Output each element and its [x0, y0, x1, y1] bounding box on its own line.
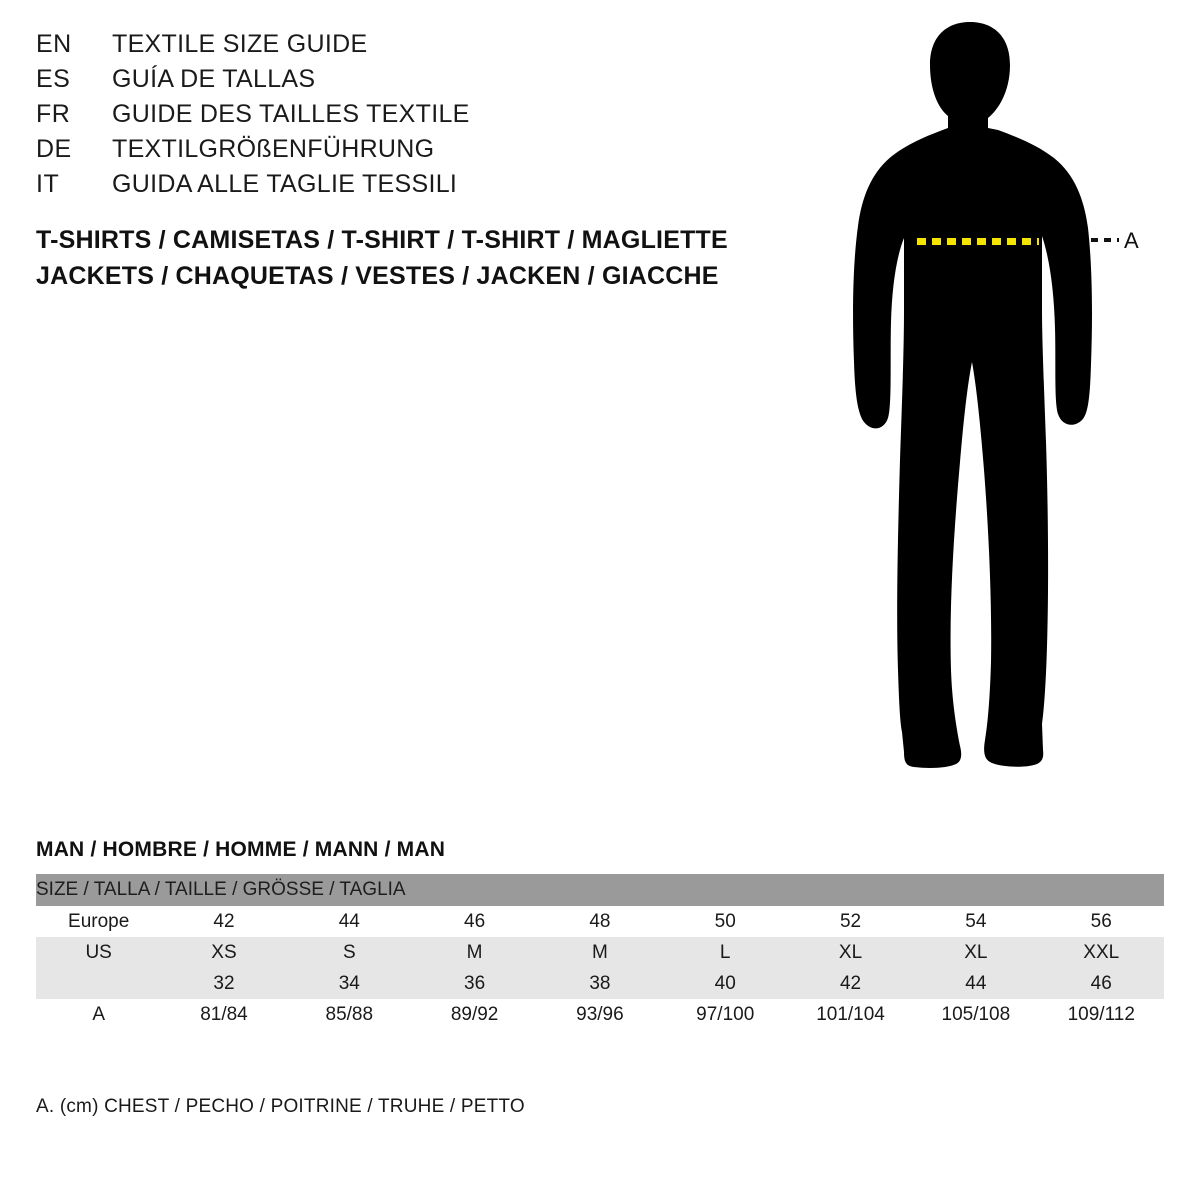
- cell: 85/88: [287, 999, 412, 1030]
- cell: M: [412, 937, 537, 968]
- cell: 101/104: [788, 999, 913, 1030]
- cell: XXL: [1039, 937, 1165, 968]
- table-row: [36, 937, 1164, 968]
- row-label: [36, 968, 161, 999]
- row-label: Europe: [36, 906, 161, 937]
- chest-measure-label: A: [1124, 228, 1139, 253]
- language-row: [36, 100, 736, 135]
- row-label: US: [36, 937, 161, 968]
- cell: 50: [663, 906, 788, 937]
- garment-line-tshirts: T-SHIRTS / CAMISETAS / T-SHIRT / T-SHIRT / MAGLIETTE: [36, 226, 728, 254]
- language-row: [36, 30, 736, 65]
- cell: 52: [788, 906, 913, 937]
- cell: 48: [537, 906, 662, 937]
- table-header-label: SIZE / TALLA / TAILLE / GRÖSSE / TAGLIA: [36, 874, 1164, 906]
- table-row: [36, 968, 1164, 999]
- cell: M: [537, 937, 662, 968]
- cell: 89/92: [412, 999, 537, 1030]
- cell: 36: [412, 968, 537, 999]
- cell: 44: [287, 906, 412, 937]
- language-code: DE: [36, 135, 72, 163]
- cell: 42: [788, 968, 913, 999]
- cell: XL: [913, 937, 1038, 968]
- table-header-row: [36, 874, 1164, 906]
- cell: XS: [161, 937, 286, 968]
- cell: 97/100: [663, 999, 788, 1030]
- language-code: IT: [36, 170, 60, 198]
- cell: XL: [788, 937, 913, 968]
- language-code: ES: [36, 65, 71, 93]
- language-title: TEXTILE SIZE GUIDE: [112, 30, 368, 58]
- language-title: GUÍA DE TALLAS: [112, 65, 316, 93]
- cell: 34: [287, 968, 412, 999]
- table-section-title: MAN / HOMBRE / HOMME / MANN / MAN: [36, 838, 446, 861]
- language-row: [36, 170, 736, 205]
- garment-line-jackets: JACKETS / CHAQUETAS / VESTES / JACKEN / GIACCHE: [36, 262, 719, 290]
- cell: 32: [161, 968, 286, 999]
- size-table-section: [36, 838, 1164, 1030]
- language-title: GUIDA ALLE TAGLIE TESSILI: [112, 170, 458, 198]
- language-title: GUIDE DES TAILLES TEXTILE: [112, 100, 470, 128]
- garment-type-block: [36, 222, 796, 294]
- cell: 93/96: [537, 999, 662, 1030]
- language-code: FR: [36, 100, 71, 128]
- cell: 109/112: [1039, 999, 1165, 1030]
- chest-leader-line: [1091, 238, 1119, 242]
- cell: L: [663, 937, 788, 968]
- cell: 46: [1039, 968, 1165, 999]
- cell: 44: [913, 968, 1038, 999]
- language-row: [36, 65, 736, 100]
- table-row: [36, 999, 1164, 1030]
- language-row: [36, 135, 736, 170]
- cell: 54: [913, 906, 1038, 937]
- cell: S: [287, 937, 412, 968]
- table-row: [36, 906, 1164, 937]
- cell: 46: [412, 906, 537, 937]
- cell: 42: [161, 906, 286, 937]
- man-silhouette-icon: [820, 10, 1150, 800]
- chest-measurement-line: [917, 238, 1039, 245]
- cell: 81/84: [161, 999, 286, 1030]
- row-label: A: [36, 999, 161, 1030]
- body-figure: [820, 10, 1180, 800]
- language-title-block: [36, 30, 736, 205]
- cell: 40: [663, 968, 788, 999]
- measurement-footnote: A. (cm) CHEST / PECHO / POITRINE / TRUHE / PETTO: [36, 1096, 525, 1117]
- cell: 56: [1039, 906, 1165, 937]
- cell: 105/108: [913, 999, 1038, 1030]
- language-code: EN: [36, 30, 72, 58]
- language-title: TEXTILGRÖßENFÜHRUNG: [112, 135, 435, 163]
- cell: 38: [537, 968, 662, 999]
- size-table: [36, 874, 1164, 1030]
